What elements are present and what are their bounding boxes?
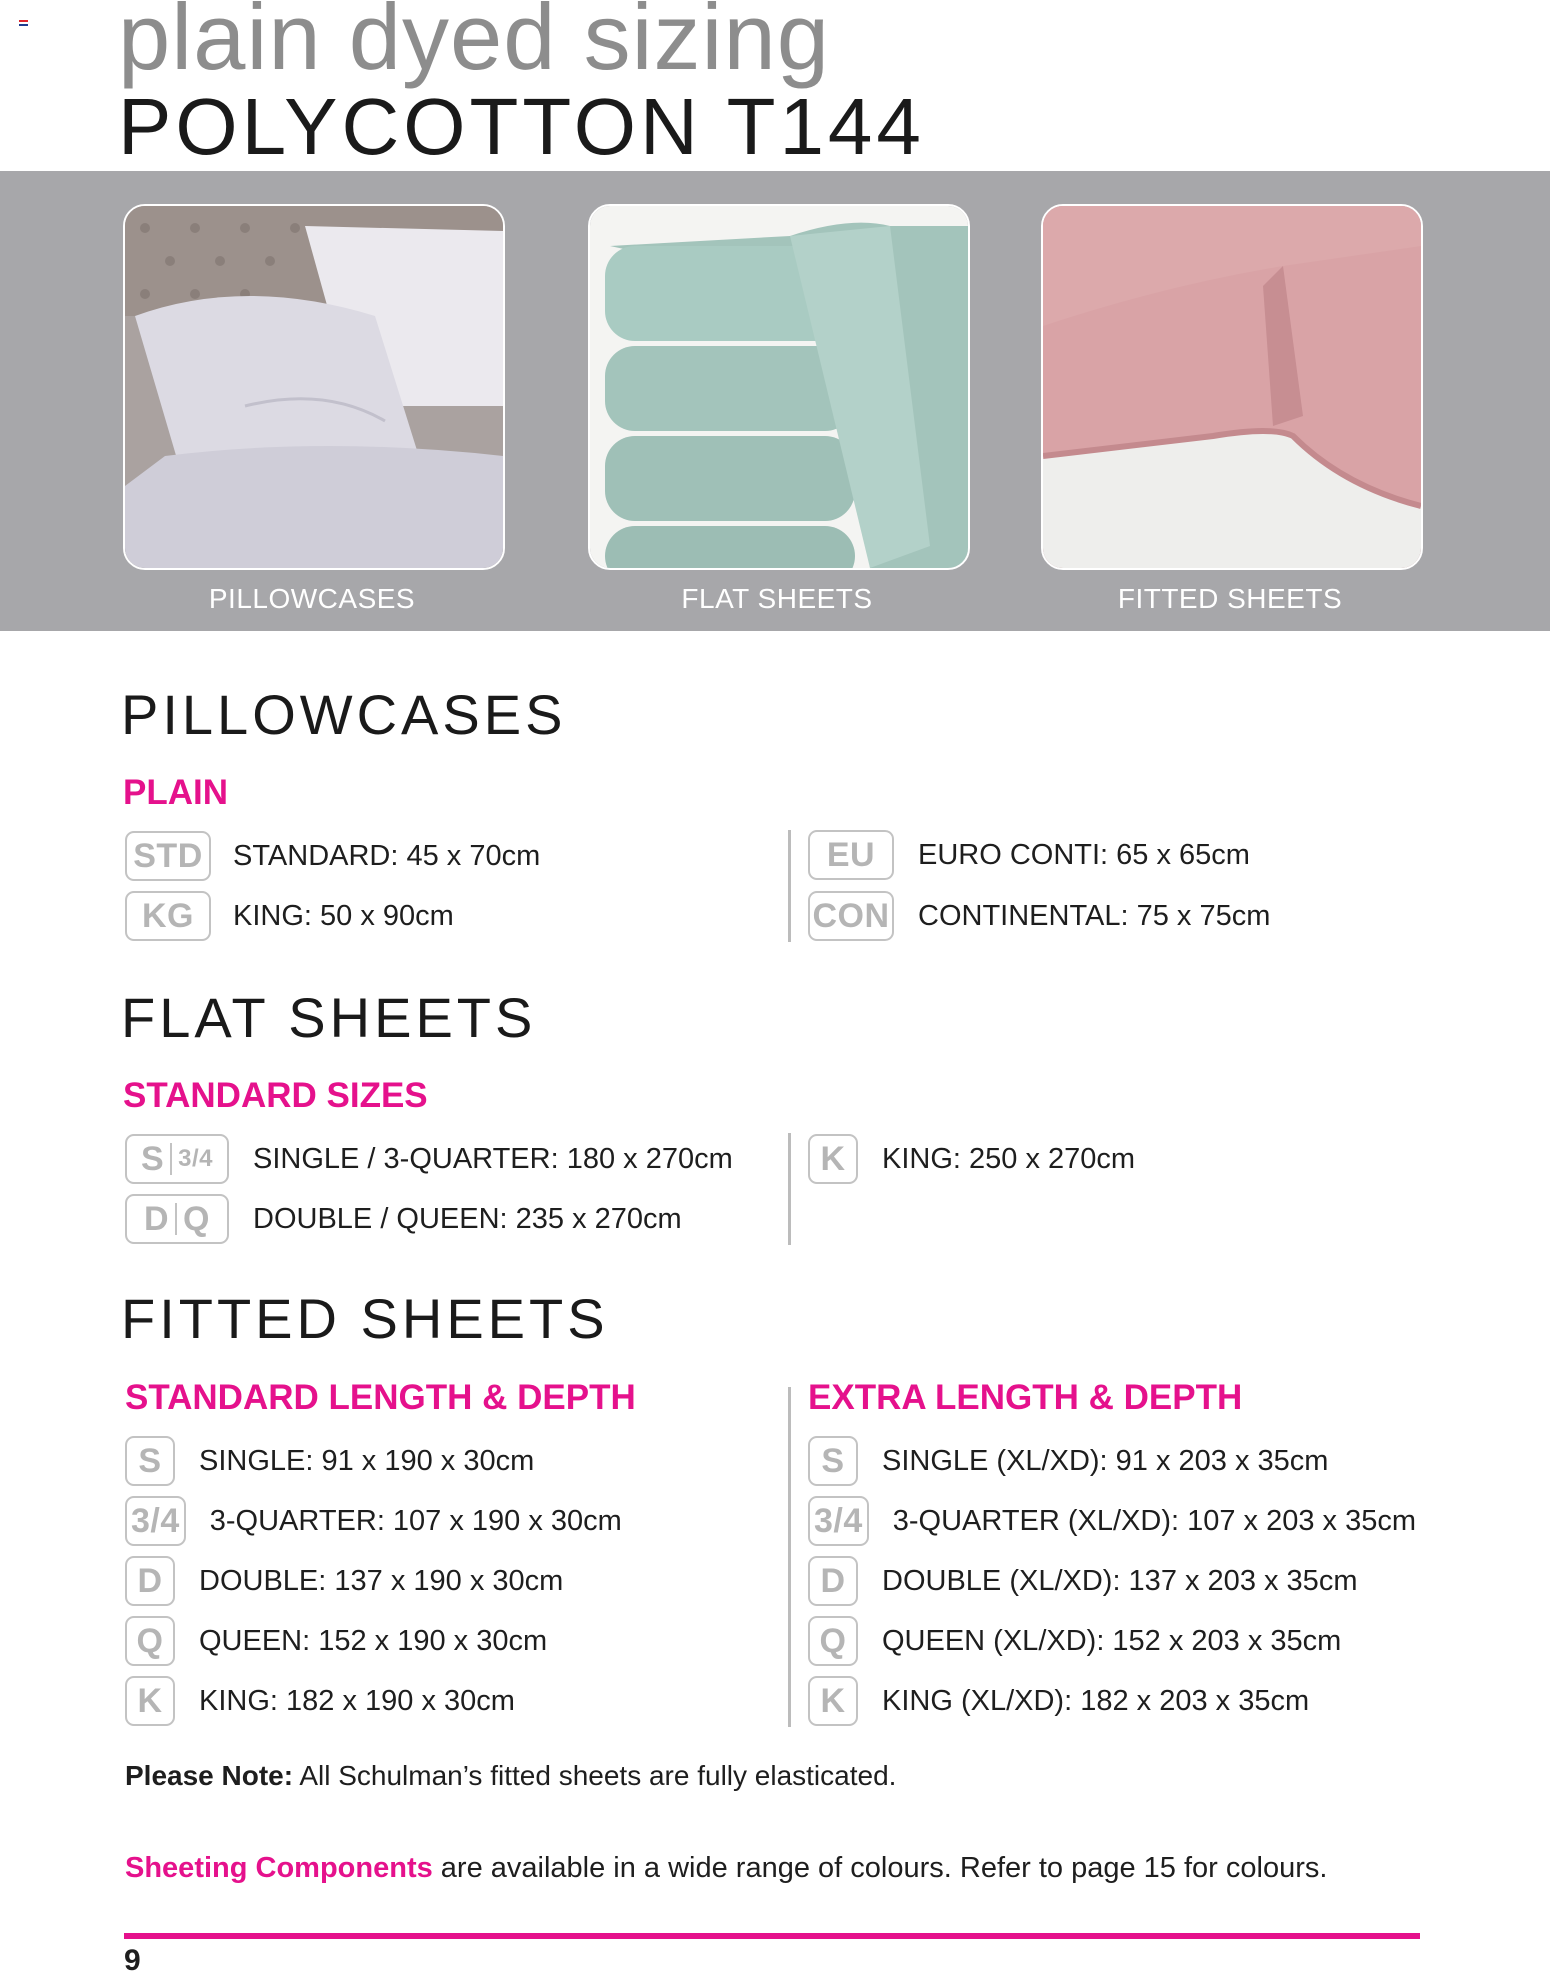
size-text: CONTINENTAL: 75 x 75cm [918, 899, 1271, 932]
size-badge: K [808, 1134, 858, 1184]
footer-divider [124, 1933, 1420, 1939]
list-item [808, 829, 1250, 881]
size-badge: STD [125, 831, 211, 881]
list-item [125, 890, 454, 942]
size-text: 3-QUARTER (XL/XD): 107 x 203 x 35cm [892, 1504, 1417, 1537]
standard-subheading: STANDARD LENGTH & DEPTH [125, 1378, 636, 1417]
size-badge: S [125, 1436, 175, 1486]
badge-separator [175, 1203, 177, 1235]
extra-subheading: EXTRA LENGTH & DEPTH [808, 1378, 1243, 1417]
list-item [808, 1495, 1416, 1547]
size-badge: D [808, 1556, 858, 1606]
size-text: DOUBLE: 137 x 190 x 30cm [199, 1564, 564, 1597]
list-item [808, 890, 1270, 942]
list-item [125, 830, 540, 882]
fitted-sheets-heading: FITTED SHEETS [121, 1287, 609, 1350]
pillowcases-heading: PILLOWCASES [121, 683, 567, 746]
list-item [808, 1435, 1328, 1487]
page-title: POLYCOTTON T144 [118, 82, 925, 171]
flat-sheets-heading: FLAT SHEETS [121, 986, 537, 1049]
flag-icon [19, 20, 28, 26]
note-text: All Schulman’s fitted sheets are fully elasticated. [293, 1760, 897, 1791]
fitted-sheets-caption: FITTED SHEETS [1117, 583, 1343, 614]
page-number: 9 [124, 1944, 141, 1977]
flat-sheets-caption: FLAT SHEETS [681, 583, 873, 614]
size-badge: 3/4 [808, 1496, 869, 1546]
size-badge: K [808, 1676, 858, 1726]
flat-sheets-photo [588, 204, 970, 570]
size-text: KING: 250 x 270cm [882, 1142, 1136, 1175]
size-badge-a: S [140, 1139, 165, 1178]
column-divider [788, 830, 791, 942]
column-divider [788, 1133, 791, 1245]
product-banner [0, 171, 1550, 631]
size-text: SINGLE: 91 x 190 x 30cm [199, 1444, 535, 1477]
size-badge: Q [125, 1616, 175, 1666]
size-text: KING: 182 x 190 x 30cm [199, 1684, 515, 1717]
size-badge: CON [808, 891, 894, 941]
size-badge: Q [808, 1616, 858, 1666]
size-text: KING: 50 x 90cm [233, 899, 454, 932]
size-badge: EU [808, 830, 894, 880]
size-text: STANDARD: 45 x 70cm [233, 839, 541, 872]
list-item [808, 1675, 1309, 1727]
size-text: KING (XL/XD): 182 x 203 x 35cm [882, 1684, 1310, 1717]
list-item [125, 1435, 534, 1487]
column-divider [788, 1387, 791, 1727]
pillowcases-subheading: PLAIN [123, 773, 228, 812]
list-item [125, 1555, 563, 1607]
size-text: QUEEN (XL/XD): 152 x 203 x 35cm [882, 1624, 1342, 1657]
list-item [808, 1133, 1135, 1185]
components-note [125, 1852, 1327, 1885]
page-subtitle: plain dyed sizing [118, 0, 830, 89]
size-badge: 3/4 [125, 1496, 186, 1546]
list-item [125, 1133, 733, 1185]
size-badge: S [808, 1436, 858, 1486]
size-text: QUEEN: 152 x 190 x 30cm [199, 1624, 548, 1657]
size-text: SINGLE / 3-QUARTER: 180 x 270cm [253, 1142, 733, 1175]
flat-sheets-subheading: STANDARD SIZES [123, 1076, 428, 1115]
list-item [125, 1193, 682, 1245]
list-item [808, 1555, 1357, 1607]
size-badge: KG [125, 891, 211, 941]
list-item [125, 1675, 515, 1727]
size-text: EURO CONTI: 65 x 65cm [918, 838, 1250, 871]
components-text: are available in a wide range of colours. Refer to page 15 for colours. [432, 1852, 1328, 1884]
list-item [125, 1615, 547, 1667]
size-text: SINGLE (XL/XD): 91 x 203 x 35cm [882, 1444, 1329, 1477]
sheeting-components-link: Sheeting Components [125, 1852, 433, 1884]
size-badge [125, 1134, 229, 1184]
size-badge: K [125, 1676, 175, 1726]
size-badge [125, 1194, 229, 1244]
size-badge-a: D [143, 1199, 170, 1238]
pillowcases-caption: PILLOWCASES [208, 583, 416, 614]
size-badge-b: Q [183, 1199, 210, 1238]
size-badge: D [125, 1556, 175, 1606]
list-item [808, 1615, 1341, 1667]
size-text: DOUBLE / QUEEN: 235 x 270cm [253, 1202, 682, 1235]
size-text: DOUBLE (XL/XD): 137 x 203 x 35cm [882, 1564, 1358, 1597]
pillowcases-photo [123, 204, 505, 570]
note-label: Please Note: [125, 1760, 294, 1791]
size-badge-b: 3/4 [178, 1145, 214, 1172]
list-item [125, 1495, 622, 1547]
fitted-sheets-note [125, 1760, 896, 1792]
size-text: 3-QUARTER: 107 x 190 x 30cm [209, 1504, 622, 1537]
fitted-sheets-photo [1041, 204, 1423, 570]
badge-separator [170, 1143, 172, 1175]
